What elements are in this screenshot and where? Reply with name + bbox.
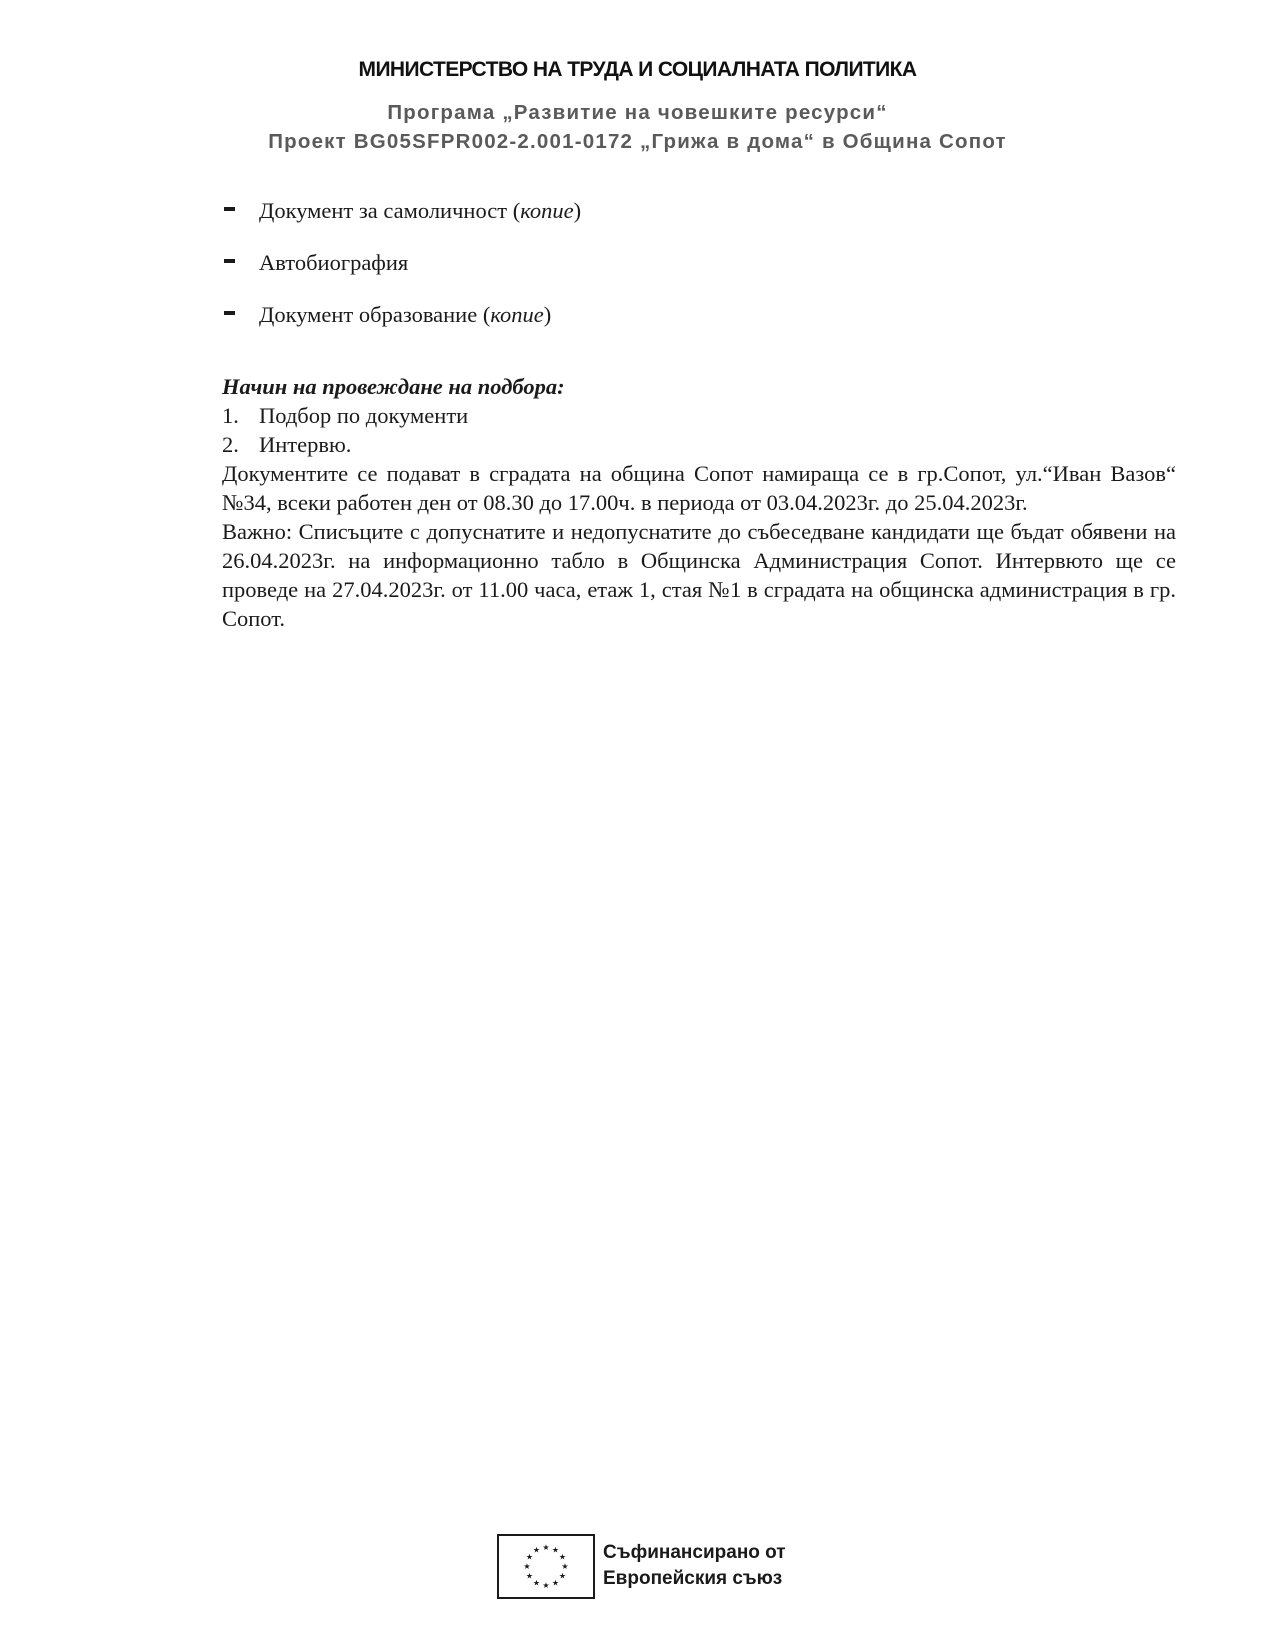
list-item [222,200,1176,252]
eu-flag-icon [497,1534,595,1599]
dash-bullet [224,259,235,263]
list-item [222,304,1176,356]
cofunded-line2: Европейския съюз [603,1568,783,1589]
svg-text:★: ★ [551,1545,560,1555]
svg-text:★: ★ [525,1571,534,1581]
svg-text:★: ★ [558,1571,567,1581]
svg-text:★: ★ [532,1545,541,1555]
step-text: Интервю. [259,432,352,457]
selection-step [222,401,1176,430]
svg-text:★: ★ [551,1578,560,1588]
submission-paragraph: Документите се подават в сградата на община Сопот намираща се в гр.Сопот, ул.“Иван Вазов“ №34, всеки работен ден от 08.30 до 17.00ч. в периода от 03.04.2023г. до 25.04.2023г. [222,461,1176,515]
cofunded-text [603,1540,786,1592]
dash-bullet [224,311,235,315]
required-documents-list [222,200,1176,356]
step-number: 1. [222,403,239,428]
document-note: копие [490,302,544,327]
document-label: Автобиография [259,250,409,275]
document-close: ) [543,302,552,327]
cofunded-line1: Съфинансирано от [603,1542,786,1563]
document-label: Документ за самоличност ( [259,198,521,223]
dash-bullet [224,207,235,211]
svg-text:★: ★ [532,1578,541,1588]
selection-step [222,430,1176,459]
svg-text:★: ★ [561,1562,569,1571]
step-number: 2. [222,432,239,457]
important-paragraph: Важно: Списъците с допуснатите и недопуснатите до събеседване кандидати ще бъдат обявени на 26.04.2023г. на информационно табло в Общинска Администрация Сопот. Интервюто ще се проведе на 27.04.2023г. от 11.00 часа, етаж 1, стая №1 в сградата на общинска администрация в гр. Сопот. [222,519,1176,631]
svg-text:★: ★ [558,1552,567,1562]
main-content [222,200,1176,633]
step-text: Подбор по документи [259,403,469,428]
eu-stars-circle [499,1536,593,1597]
document-close: ) [573,198,582,223]
document-label: Документ образование ( [259,302,491,327]
program-title: Програма „Развитие на човешките ресурси“ [387,101,888,124]
selection-title: Начин на провеждане на подбора: [222,374,565,399]
header-ministry: МИНИСТЕРСТВО НА ТРУДА И СОЦИАЛНАТА ПОЛИТИКА [358,58,917,81]
svg-text:★: ★ [542,1543,550,1552]
svg-text:★: ★ [523,1562,531,1571]
header-program-block [0,98,1275,156]
svg-text:★: ★ [542,1581,550,1590]
svg-text:★: ★ [525,1552,534,1562]
list-item [222,252,1176,304]
document-note: копие [520,198,574,223]
project-title: Проект BG05SFPR002-2.001-0172 „Грижа в дома“ в Община Сопот [268,130,1007,153]
